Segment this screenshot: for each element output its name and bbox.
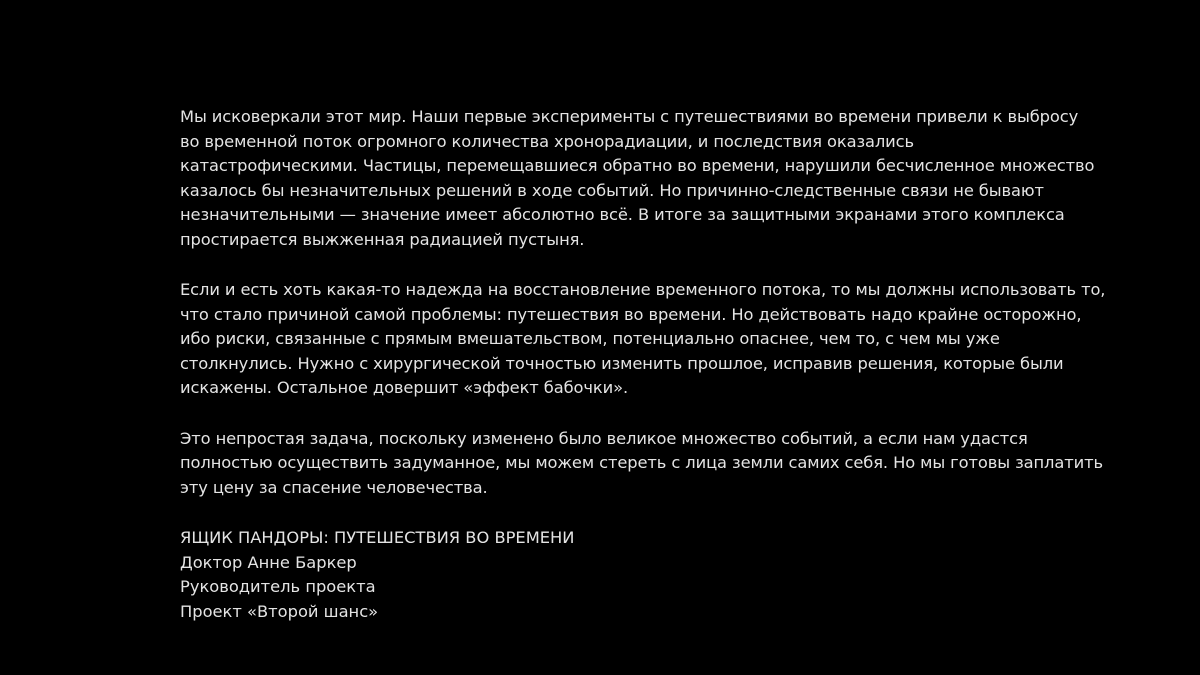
story-line: искажены. Остальное довершит «эффект бабочки». <box>180 378 629 397</box>
story-line: катастрофическими. Частицы, перемещавшиеся обратно во времени, нарушили бесчисленное множество <box>180 156 1095 175</box>
story-line: простирается выжженная радиацией пустыня. <box>180 229 585 249</box>
story-line: незначительными — значение имеет абсолютно всё. В итоге за защитными экранами этого комплекса <box>180 205 1065 224</box>
story-line: Если и есть хоть какая-то надежда на восстановление временного потока, то мы должны использовать то, <box>180 280 1106 299</box>
story-line: Это непростая задача, поскольку изменено было великое множество событий, а если нам удастся <box>180 428 1028 448</box>
intro-story-text <box>180 105 1106 624</box>
story-line: столкнулись. Нужно с хирургической точностью изменить прошлое, исправив решения, которые были <box>180 353 1064 373</box>
story-line: эту цену за спасение человечества. <box>180 477 488 497</box>
story-paragraph-3 <box>180 427 1103 501</box>
story-line: во временной поток огромного количества хронорадиации, и последствия оказались <box>180 131 915 151</box>
signature-author: Доктор Анне Баркер <box>180 552 357 572</box>
story-line: ибо риски, связанные с прямым вмешательством, потенциально опаснее, чем то, с чем мы уже <box>180 329 1000 348</box>
signature-block <box>180 526 1050 624</box>
story-line: казалось бы незначительных решений в ходе событий. Но причинно-следственные связи не бывают <box>180 180 1044 200</box>
signature-project: Проект «Второй шанс» <box>180 601 379 621</box>
story-line: полностью осуществить задуманное, мы можем стереть с лица земли самих себя. Но мы готовы заплатить <box>180 453 1103 472</box>
signature-role: Руководитель проекта <box>180 577 376 596</box>
story-paragraph-2 <box>180 278 1106 401</box>
story-line: что стало причиной самой проблемы: путешествия во времени. Но действовать надо крайне осторожно, <box>180 304 1082 324</box>
signature-project-title: ЯЩИК ПАНДОРЫ: ПУТЕШЕСТВИЯ ВО ВРЕМЕНИ <box>180 528 575 547</box>
story-line: Мы исковеркали этот мир. Наши первые эксперименты с путешествиями во времени привели к выбросу <box>180 107 1079 126</box>
story-paragraph-1 <box>180 105 1095 252</box>
